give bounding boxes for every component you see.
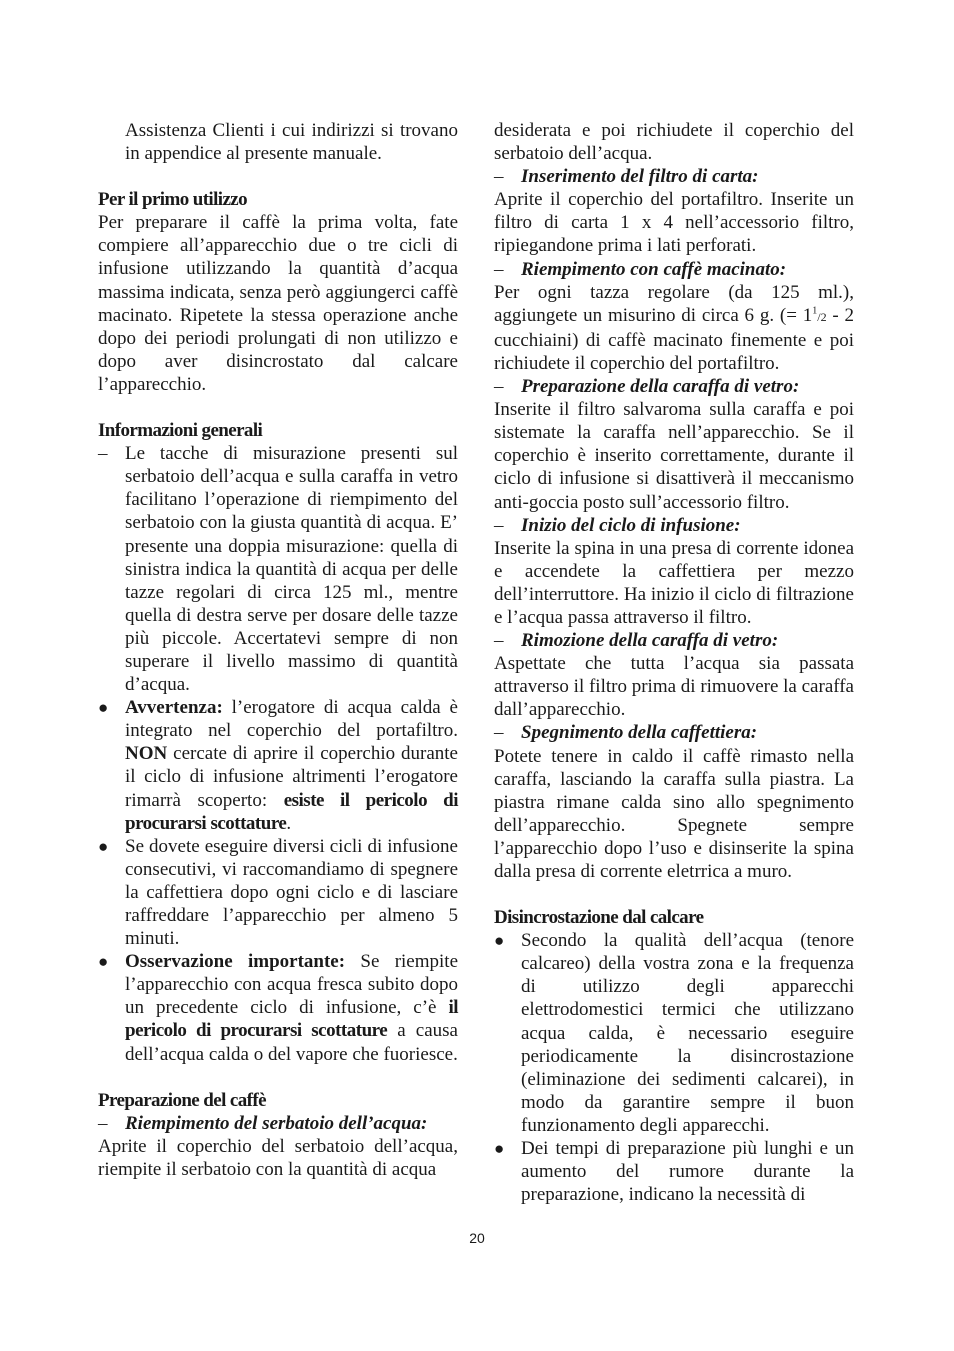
osservazione-text-1: Se riempite l’apparecchio con acqua fresca subito dopo un precedente ciclo di infusione, c’è xyxy=(125,951,459,1019)
list-item-tempi-preparazione xyxy=(494,1137,854,1206)
primo-utilizzo-paragraph: Per preparare il caffè la prima volta, fate compiere all’apparecchio due o tre cicli di infusione utilizzando la quantità d’acqua massima indicata, senza però aggiungerci caffè macinato. Ripetete la stessa operazione anche dopo dei periodi prolungati di non utilizzo e dopo aver disincrostato dal calcare l’apparecchio. xyxy=(98,212,458,395)
ciclo-infusione-paragraph: Inserite la spina in una presa di corrente idonea e accendete la caffettiera per mezzo dell’interruttore. Ha inizio il ciclo di filtrazione e l’acqua passa attraverso il filtro. xyxy=(494,537,854,628)
heading-disincrostazione: Disincrostazione dal calcare xyxy=(494,907,704,929)
list-item-cicli xyxy=(98,835,458,950)
sub-heading-serbatoio: – Riempimento del serbatoio dell’acqua: xyxy=(98,1112,428,1134)
sub-heading-spegnimento: – Spegnimento della caffettiera: xyxy=(494,722,758,744)
sub-heading-filtro-carta: – Inserimento del filtro di carta: xyxy=(494,166,759,188)
filtro-carta-paragraph: Aprite il coperchio del portafiltro. Inserite un filtro di carta 1 x 4 nell’accessorio filtro, ripiegandone prima i lati perforati. xyxy=(494,189,854,257)
heading-preparazione-caffe: Preparazione del caffè xyxy=(98,1089,266,1111)
caffe-macinato-paragraph: Per ogni tazza regolare (da 125 ml.), aggiungete un misurino di circa 6 g. (= $1^1/2 - 2$ cucchiaini) di caffè macinato finemente e poi richiudete il coperchio del portafiltro. xyxy=(494,281,854,374)
avvertenza-period: . xyxy=(286,812,292,834)
bullet-icon: ● xyxy=(98,952,109,972)
rimozione-caraffa-paragraph: Aspettate che tutta l’acqua sia passata attraverso il filtro prima di rimuovere la caraffa dall’apparecchio. xyxy=(494,653,854,721)
avvertenza-text-2: cercate di aprire il coperchio durante il ciclo di infusione altrimenti l’erogatore rimarrà scoperto: xyxy=(125,743,458,811)
caraffa-vetro-paragraph: Inserite il filtro salvaroma sulla caraffa e poi sistemate la caraffa nell’apparecchio. Se il coperchio è inserito correttamente, durante il ciclo di infusione si disattiverà il meccanismo anti-goccia posto sull’accessorio filtro. xyxy=(494,399,854,513)
intro-paragraph: Assistenza Clienti i cui indirizzi si trovano in appendice al presente manuale. xyxy=(125,120,458,165)
bullet-icon: ● xyxy=(98,698,109,718)
qualita-acqua-text: Secondo la qualità dell’acqua (tenore calcareo) della vostra zona e la frequenza di utilizzo degli apparecchi elettrodomestici termici che utilizzano acqua calda, è necessario eseguire periodicamente la disincrostazione (eliminazione dei sedimenti calcarei), in modo da garantire sempre il buon funzionamento degli apparecchi. xyxy=(521,930,854,1136)
list-item-avvertenza xyxy=(98,696,458,835)
list-item-tacche xyxy=(98,442,458,696)
avvertenza-warning: esiste il pericolo di procurarsi scottature xyxy=(125,789,458,834)
bullet-icon: ● xyxy=(98,836,109,856)
heading-primo-utilizzo: Per il primo utilizzo xyxy=(98,189,248,211)
tempi-preparazione-text: Dei tempi di preparazione più lunghi e un aumento del rumore durante la preparazione, indicano la necessità di xyxy=(521,1138,854,1206)
serbatoio-paragraph-continued: desiderata e poi richiudete il coperchio del serbatoio dell’acqua. xyxy=(494,120,854,165)
cicli-text: Se dovete eseguire diversi cicli di infusione consecutivi, vi raccomandiamo di spegnere la caffettiera dopo ogni ciclo e di lasciare raffreddare l’apparecchio per almeno 5 minuti. xyxy=(125,835,458,950)
list-item-qualita-acqua xyxy=(494,929,854,1137)
dash-marker: – xyxy=(494,630,504,652)
avvertenza-label: Avvertenza: xyxy=(125,697,223,719)
heading-informazioni-generali: Informazioni generali xyxy=(98,420,263,442)
sub-heading-ciclo-infusione: – Inizio del ciclo di infusione: xyxy=(494,514,741,536)
left-column xyxy=(98,119,458,1181)
dash-marker: – xyxy=(494,376,504,398)
sub-heading-caffe-macinato: – Riempimento con caffè macinato: xyxy=(494,258,787,280)
right-column xyxy=(494,119,854,1206)
dash-marker: – xyxy=(494,166,504,188)
osservazione-label: Osservazione importante: xyxy=(125,951,346,973)
fraction-numerator: 1 xyxy=(812,305,818,317)
serbatoio-paragraph: Aprite il coperchio del serbatoio dell’acqua, riempite il serbatoio con la quantità di acqua xyxy=(98,1135,458,1180)
dash-marker: – xyxy=(494,722,504,744)
spegnimento-paragraph: Potete tenere in caldo il caffè rimasto nella caraffa, lasciando la caraffa sulla piastra. La piastra rimane calda sino allo spegnimento dell’apparecchio. Spegnete sempre l’apparecchio dopo l’uso e disinserite la spina dalla presa di corrente eletrrica a muro. xyxy=(494,745,854,882)
fraction-denominator: /2 xyxy=(817,309,827,324)
list-item-osservazione xyxy=(98,950,458,1065)
tacche-text: Le tacche di misurazione presenti sul serbatoio dell’acqua e sulla caraffa in vetro facilitano l’operazione di riempimento del serbatoio con la giusta quantità di acqua. E’ presente una doppia misurazione: quella di sinistra indica la quantità di acqua per delle tazze regolari di circa 125 ml., mentre quella di destra serve per dosare delle tazze più piccole. Accertatevi sempre di non superare il livello massimo di quantità d’acqua. xyxy=(125,443,458,696)
dash-marker: – xyxy=(98,1112,108,1134)
dash-marker: – xyxy=(98,443,108,465)
bullet-icon: ● xyxy=(494,1139,505,1159)
dash-marker: – xyxy=(494,258,504,280)
osservazione-warning: il pericolo di procurarsi scottature xyxy=(125,997,458,1042)
sub-heading-rimozione-caraffa: – Rimozione della caraffa di vetro: xyxy=(494,630,779,652)
osservazione-text-2: a causa dell’acqua calda o del vapore che fuoriesce. xyxy=(125,1020,458,1065)
avvertenza-non: NON xyxy=(125,743,168,765)
bullet-icon: ● xyxy=(494,931,505,951)
page-number: 20 xyxy=(469,1230,485,1246)
avvertenza-text-1: l’erogatore di acqua calda è integrato nel coperchio del portafiltro. xyxy=(125,697,458,742)
dash-marker: – xyxy=(494,514,504,536)
sub-heading-caraffa-vetro: – Preparazione della caraffa di vetro: xyxy=(494,376,800,398)
